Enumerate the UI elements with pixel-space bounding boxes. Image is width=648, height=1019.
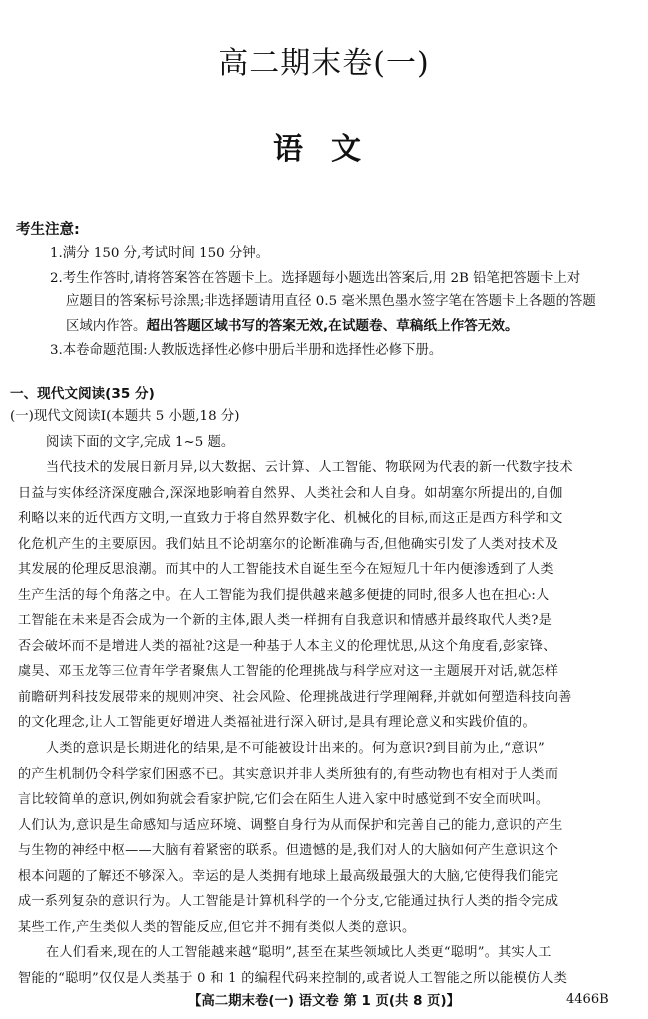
- passage-line: 的产生机制仍令科学家们困惑不已。其实意识并非人类所独有的,有些动物也有相对于人类而: [18, 766, 559, 782]
- passage-line: 日益与实体经济深度融合,深深地影响着自然界、人类社会和人自身。如胡塞尔所提出的,自伽: [18, 485, 563, 501]
- reading-instruction: 阅读下面的文字,完成 1~5 题。: [46, 435, 235, 450]
- passage-line: 工智能在未来是否会成为一个新的主体,跟人类一样拥有自我意识和情感并最终取代人类?是: [18, 613, 553, 628]
- passage-line: 前瞻研判科技发展带来的规则冲突、社会风险、伦理挑战进行学理阐释,并就如何塑造科技向善: [18, 689, 572, 705]
- notice-item-1: 1.满分 150 分,考试时间 150 分钟。: [50, 246, 270, 261]
- passage-paragraph-3: [18, 940, 634, 991]
- notice-item-2: 2.考生作答时,请将答案答在答题卡上。选择题每小题选出答案后,用 2B 铅笔把答题卡上对: [50, 271, 581, 286]
- passage-line: 人类的意识是长期进化的结果,是不可能被设计出来的。何为意识?到目前为止,“意识”: [46, 741, 546, 756]
- passage-line: 言比较简单的意识,例如狗就会看家护院,它们会在陌生人进入家中时感觉到不安全而吠叫。: [18, 792, 550, 807]
- notice-item-3: 3.本卷命题范围:人教版选择性必修中册后半册和选择性必修下册。: [50, 343, 443, 358]
- section-subheading: (一)现代文阅读Ⅰ(本题共 5 小题,18 分): [10, 409, 240, 424]
- exam-title: 高二期末卷(一): [218, 46, 430, 81]
- section-heading: 一、现代文阅读(35 分): [10, 386, 155, 402]
- passage-line: 与生物的神经中枢——大脑有着紧密的联系。但遗憾的是,我们对人的大脑如何产生意识这个: [18, 843, 559, 858]
- passage-line: 人们认为,意识是生命感知与适应环境、调整自身行为从而保护和完善自己的能力,意识的产生: [18, 817, 563, 833]
- notice-heading: 考生注意:: [16, 222, 80, 238]
- notice-item-2-emphasis: 超出答题区域书写的答案无效,在试题卷、草稿纸上作答无效。: [146, 318, 519, 334]
- passage-line: 成一系列复杂的意识行为。人工智能是计算机科学的一个分支,它能通过执行人类的指令完成: [18, 894, 559, 909]
- passage-line: 当代技术的发展日新月异,以大数据、云计算、人工智能、物联网为代表的新一代数字技术: [46, 460, 573, 475]
- passage-line: 否会破坏而不是增进人类的福祉?这是一种基于人本主义的伦理忧思,从这个角度看,彭家锋、: [18, 638, 557, 654]
- passage-line: 利略以来的近代西方文明,一直致力于将自然界数字化、机械化的目标,而这正是西方科学和文: [18, 511, 563, 526]
- notice-item-2-line-2: 应题目的答案标号涂黑;非选择题请用直径 0.5 毫米黑色墨水签字笔在答题卡上各题的答题: [66, 294, 596, 309]
- page-footer: 【高二期末卷(一) 语文卷 第 1 页(共 8 页)】: [188, 994, 460, 1009]
- passage-line: 生产生活的每个角落之中。在人工智能为我们提供越来越多便捷的同时,很多人也在担心:人: [18, 587, 550, 603]
- passage-line: 根本问题的了解还不够深入。幸运的是人类拥有地球上最高级最强大的大脑,它使得我们能完: [18, 868, 559, 884]
- notice-item-2-normal: 区域内作答。: [66, 319, 147, 334]
- passage-line: 智能的“聪明”仅仅是人类基于 0 和 1 的编程代码来控制的,或者说人工智能之所以能模仿人类: [18, 970, 568, 986]
- passage-line: 在人们看来,现在的人工智能越来越“聪明”,甚至在某些领域比人类更“聪明”。其实人工: [46, 945, 552, 960]
- passage-paragraph-2: [18, 736, 634, 940]
- passage-line: 某些工作,产生类似人类的智能反应,但它并不拥有类似人类的意识。: [18, 919, 416, 935]
- notice-item-2-line-3: [66, 315, 632, 338]
- passage-line: 其发展的伦理反思浪潮。而其中的人工智能技术自诞生至今在短短几十年内便渗透到了人类: [18, 562, 554, 577]
- passage-line: 虞昊、邓玉龙等三位青年学者聚焦人工智能的伦理挑战与科学应对这一主题展开对话,就怎样: [18, 664, 559, 679]
- passage-line: 的文化理念,让人工智能更好增进人类福祉进行深入研讨,是具有理论意义和实践价值的。: [18, 715, 536, 730]
- passage-paragraph-1: [18, 455, 634, 736]
- passage-line: 化危机产生的主要原因。我们姑且不论胡塞尔的论断准确与否,但他确实引发了人类对技术及: [18, 536, 559, 552]
- subject-title: 语文: [273, 132, 389, 167]
- exam-code: 4466B: [566, 992, 609, 1007]
